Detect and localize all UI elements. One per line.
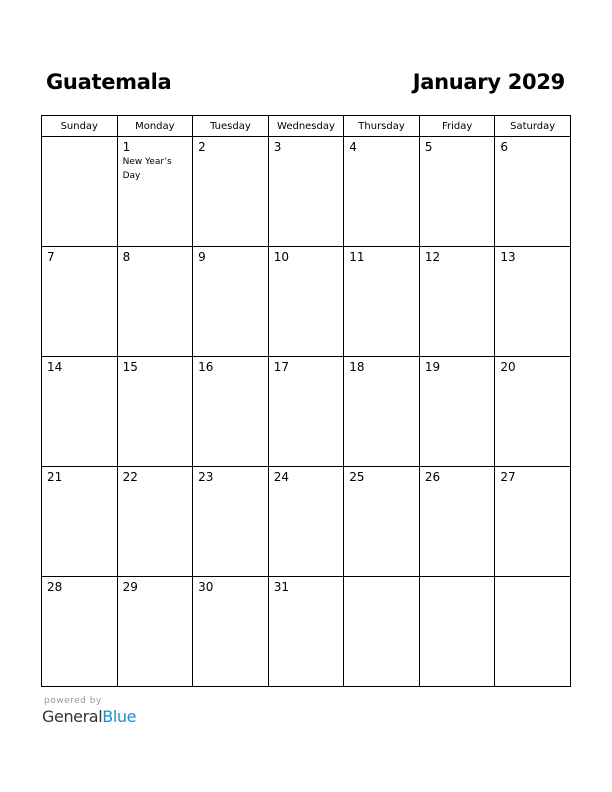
- footer-branding: [42, 696, 136, 726]
- day-cell: [495, 357, 571, 467]
- day-cell: [419, 357, 495, 467]
- day-cell: [117, 577, 193, 687]
- day-cell: [268, 577, 344, 687]
- day-cell: [495, 467, 571, 577]
- weekday-header-saturday: Saturday: [495, 116, 571, 137]
- day-cell: [117, 247, 193, 357]
- day-cell: [117, 467, 193, 577]
- brand-blue-text: Blue: [102, 707, 137, 726]
- day-number: 15: [122, 360, 138, 374]
- day-cell: [344, 357, 420, 467]
- week-row: [42, 467, 571, 577]
- day-number: 28: [47, 580, 63, 594]
- generalblue-logo[interactable]: [42, 707, 136, 726]
- weekday-header-wednesday: Wednesday: [268, 116, 344, 137]
- day-cell: [193, 137, 269, 247]
- weekday-header-row: [42, 116, 571, 137]
- day-number: 31: [273, 580, 289, 594]
- day-number: 2: [198, 140, 206, 154]
- powered-by-label: powered by: [44, 696, 102, 706]
- day-number: 9: [198, 250, 206, 264]
- day-number: 22: [122, 470, 138, 484]
- week-row: [42, 137, 571, 247]
- day-number: 14: [47, 360, 63, 374]
- day-cell: [193, 467, 269, 577]
- day-cell: [268, 467, 344, 577]
- day-cell: [42, 577, 118, 687]
- day-cell-empty: [344, 577, 420, 687]
- week-row: [42, 247, 571, 357]
- day-number: 21: [47, 470, 63, 484]
- weekday-header-thursday: Thursday: [344, 116, 420, 137]
- day-number: 7: [47, 250, 55, 264]
- weekday-header-sunday: Sunday: [42, 116, 118, 137]
- day-number: 17: [273, 360, 289, 374]
- day-number: 3: [273, 140, 282, 154]
- day-cell: [268, 357, 344, 467]
- day-number: 8: [122, 250, 131, 264]
- day-number: 30: [198, 580, 214, 594]
- day-cell: [193, 247, 269, 357]
- day-number: 1: [122, 140, 131, 154]
- day-number: 13: [500, 250, 516, 264]
- day-cell-empty: [495, 577, 571, 687]
- day-cell: [344, 467, 420, 577]
- day-number: 24: [273, 470, 289, 484]
- day-cell: [344, 137, 420, 247]
- calendar-country-title: Guatemala: [46, 70, 172, 94]
- day-number: 18: [349, 360, 365, 374]
- day-cell: [42, 247, 118, 357]
- calendar-month-title: January 2029: [412, 70, 565, 94]
- day-number: 11: [349, 250, 365, 264]
- day-number: 4: [349, 140, 357, 154]
- day-cell: [344, 247, 420, 357]
- week-row: [42, 357, 571, 467]
- day-cell-empty: [419, 577, 495, 687]
- day-cell: [117, 137, 193, 247]
- day-cell: [42, 137, 118, 247]
- weekday-header-friday: Friday: [419, 116, 495, 137]
- day-cell: [268, 247, 344, 357]
- day-number: 29: [122, 580, 138, 594]
- day-number: 20: [500, 360, 516, 374]
- day-cell: [42, 357, 118, 467]
- day-cell: [495, 137, 571, 247]
- day-number: 27: [500, 470, 516, 484]
- day-number: 26: [424, 470, 441, 484]
- day-number: 10: [273, 250, 289, 264]
- day-cell: [419, 137, 495, 247]
- day-cell: [117, 357, 193, 467]
- day-cell: [419, 247, 495, 357]
- day-cell: [193, 577, 269, 687]
- weekday-header-tuesday: Tuesday: [193, 116, 269, 137]
- day-cell: [495, 247, 571, 357]
- day-number: 19: [424, 360, 441, 374]
- day-number: 16: [198, 360, 214, 374]
- day-cell: [193, 357, 269, 467]
- weekday-header-monday: Monday: [117, 116, 193, 137]
- day-cell: [419, 467, 495, 577]
- month-calendar-grid: [41, 115, 571, 687]
- brand-general-text: General: [42, 707, 103, 726]
- week-row: [42, 577, 571, 687]
- day-number: 6: [500, 140, 509, 154]
- day-number: 5: [424, 140, 433, 154]
- day-cell: [42, 467, 118, 577]
- day-number: 12: [424, 250, 441, 264]
- holiday-label: New Year’s Day: [122, 157, 172, 181]
- day-number: 25: [349, 470, 365, 484]
- day-cell: [268, 137, 344, 247]
- day-number: 23: [198, 470, 214, 484]
